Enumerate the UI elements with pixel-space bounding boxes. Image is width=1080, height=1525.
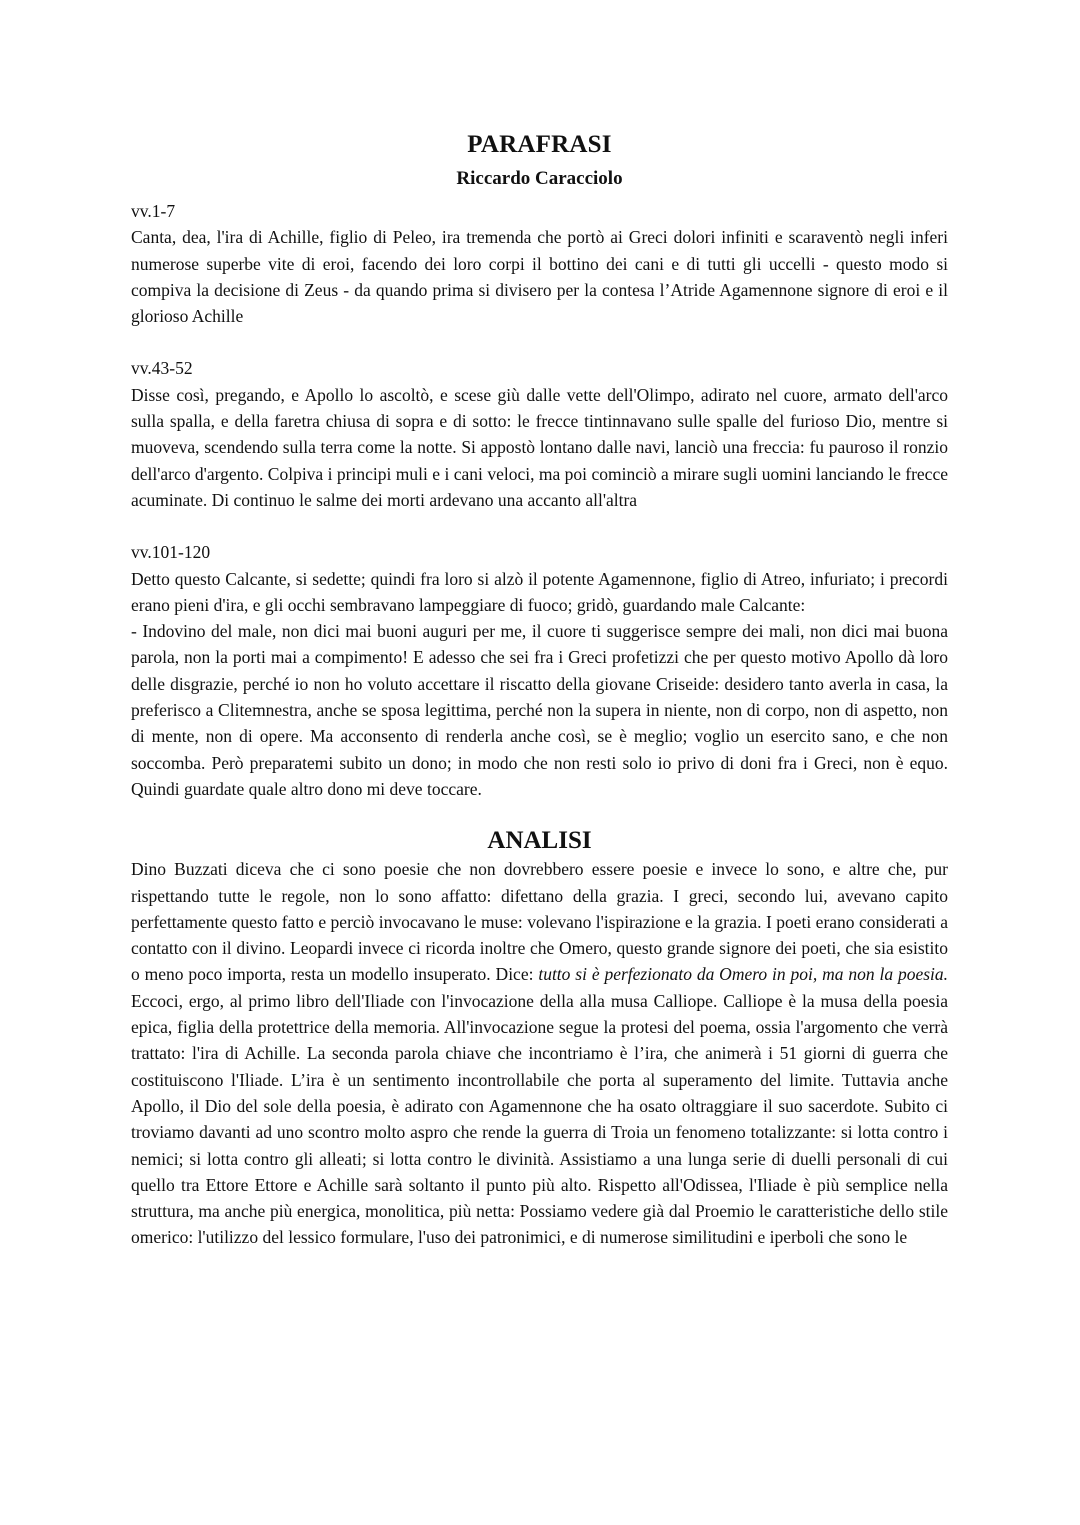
- analysis-title: ANALISI: [487, 827, 592, 855]
- verse-reference: vv.1-7: [131, 201, 176, 221]
- author-name: Riccardo Caracciolo: [456, 168, 623, 189]
- section-vv-101-120: [131, 539, 948, 802]
- analysis-text-end: Eccoci, ergo, al primo libro dell'Iliade con l'invocazione della alla musa Calliope. Calliope è la musa della poesia epica, figlia della protettrice della memoria. All'invocazione segue la protesi del poema, ossia l'argomento che verrà trattato: l'ira di Achille. La seconda parola chiave che incontriamo è l’ira, che animerà i 51 giorni di guerra che costituiscono l'Iliade. L’ira è un sentimento incontrollabile che porta al superamento del limite. Tuttavia anche Apollo, il Dio del sole della poesia, è adirato con Agamennone che ha osato oltraggiare il suo sacerdote. Subito ci troviamo davanti ad uno scontro molto aspro che rende la guerra di Troia un fenomeno totalizzante: si lotta contro i nemici; si lotta contro gli alleati; si lotta contro le divinità. Assistiamo a una lunga serie di duelli personali di cui quello tra Ettore Ettore e Achille sarà soltanto il punto più alto. Rispetto all'Odissea, l'Iliade è più semplice nella struttura, ma anche più energica, monolitica, più netta: Possiamo vedere già dal Proemio le caratteristiche dello stile omerico: l'utilizzo del lessico formulare, l'uso dei patronimici, e di numerose similitudini e iperboli che sono le: [131, 990, 948, 1248]
- document-page: [131, 130, 948, 1251]
- page-title: PARAFRASI: [467, 131, 612, 158]
- verse-reference: vv.101-120: [131, 542, 211, 563]
- paraphrase-paragraph: Disse così, pregando, e Apollo lo ascoltò, e scese giù dalle vette dell'Olimpo, adirato nel cuore, armato dell'arco sulla spalla, e della faretra chiusa di sopra e di sotto: le frecce tintinnavano sulle spalle del furioso Dio, mentre si muoveva, scendendo sulla terra come la notte. Si appostò lontano dalle navi, lanciò una freccia: fu pauroso il ronzio dell'arco d'argento. Colpiva i principi muli e i cani veloci, ma poi cominciò a mirare sugli uomini lanciando le frecce acuminate. Di continuo le salme dei morti ardevano una accanto all'altra: [131, 384, 948, 510]
- section-vv-43-52: [131, 355, 948, 513]
- paraphrase-paragraph: Detto questo Calcante, si sedette; quindi fra loro si alzò il potente Agamennone, figlio di Atreo, infuriato; i precordi erano pieni d'ira, e gli occhi sembravano lampeggiare di fuoco; gridò, guardando male Calcante:: [131, 568, 948, 615]
- paraphrase-paragraph: - Indovino del male, non dici mai buoni auguri per me, il cuore ti suggerisce sempre dei mali, non dici mai buona parola, non la porti mai a compimento! E adesso che sei fra i Greci profetizzi che per questo motivo Apollo dà loro delle disgrazie, perché io non ho voluto accettare il riscatto della giovane Criseide: desidero tanto averla in casa, la preferisco a Clitemnestra, anche se sposa legittima, perché non la supera in niente, non di corpo, non di aspetto, non di mente, non di opere. Ma acconsento di renderla anche così, se è meglio; voglio un esercito sano, e che non soccomba. Però preparatemi subito un dono; in modo che non resti solo io privo di doni fra i Greci, non è equo. Quindi guardate quale altro dono mi deve toccare.: [131, 621, 948, 799]
- verse-reference: vv.43-52: [131, 358, 193, 379]
- analysis-text-start: Dino Buzzati diceva che ci sono poesie che non dovrebbero essere poesie e invece lo sono, e altre che, pur rispettando tutte le regole, non lo sono affatto: difettano della grazia. I greci, secondo lui, avevano capito perfettamente questo fatto e perciò invocavano le muse: volevano l'ispirazione e la grazia. I poeti erano considerati a contatto con il divino. Leopardi invece ci ricorda inoltre che Omero, questo grande signore dei poeti, che sia esistito o meno poco importa, resta un modello insuperato. Dice:: [131, 859, 948, 985]
- analysis-paragraph: [131, 856, 948, 1250]
- spacer: [131, 513, 948, 539]
- spacer: [131, 329, 948, 355]
- leopardi-quote: tutto si è perfezionato da Omero in poi, ma non la poesia.: [538, 964, 949, 985]
- paraphrase-paragraph: Canta, dea, l'ira di Achille, figlio di Peleo, ira tremenda che portò ai Greci dolori infiniti e scaraventò negli inferi numerose superbe vite di eroi, facendo dei loro corpi il bottino dei cani e di tutti gli uccelli - questo modo si compiva la decisione di Zeus - da quando prima si divisero per la contesa l’Atride Agamennone signore di eroi e il glorioso Achille: [131, 227, 948, 327]
- section-vv-1-7: [131, 198, 948, 329]
